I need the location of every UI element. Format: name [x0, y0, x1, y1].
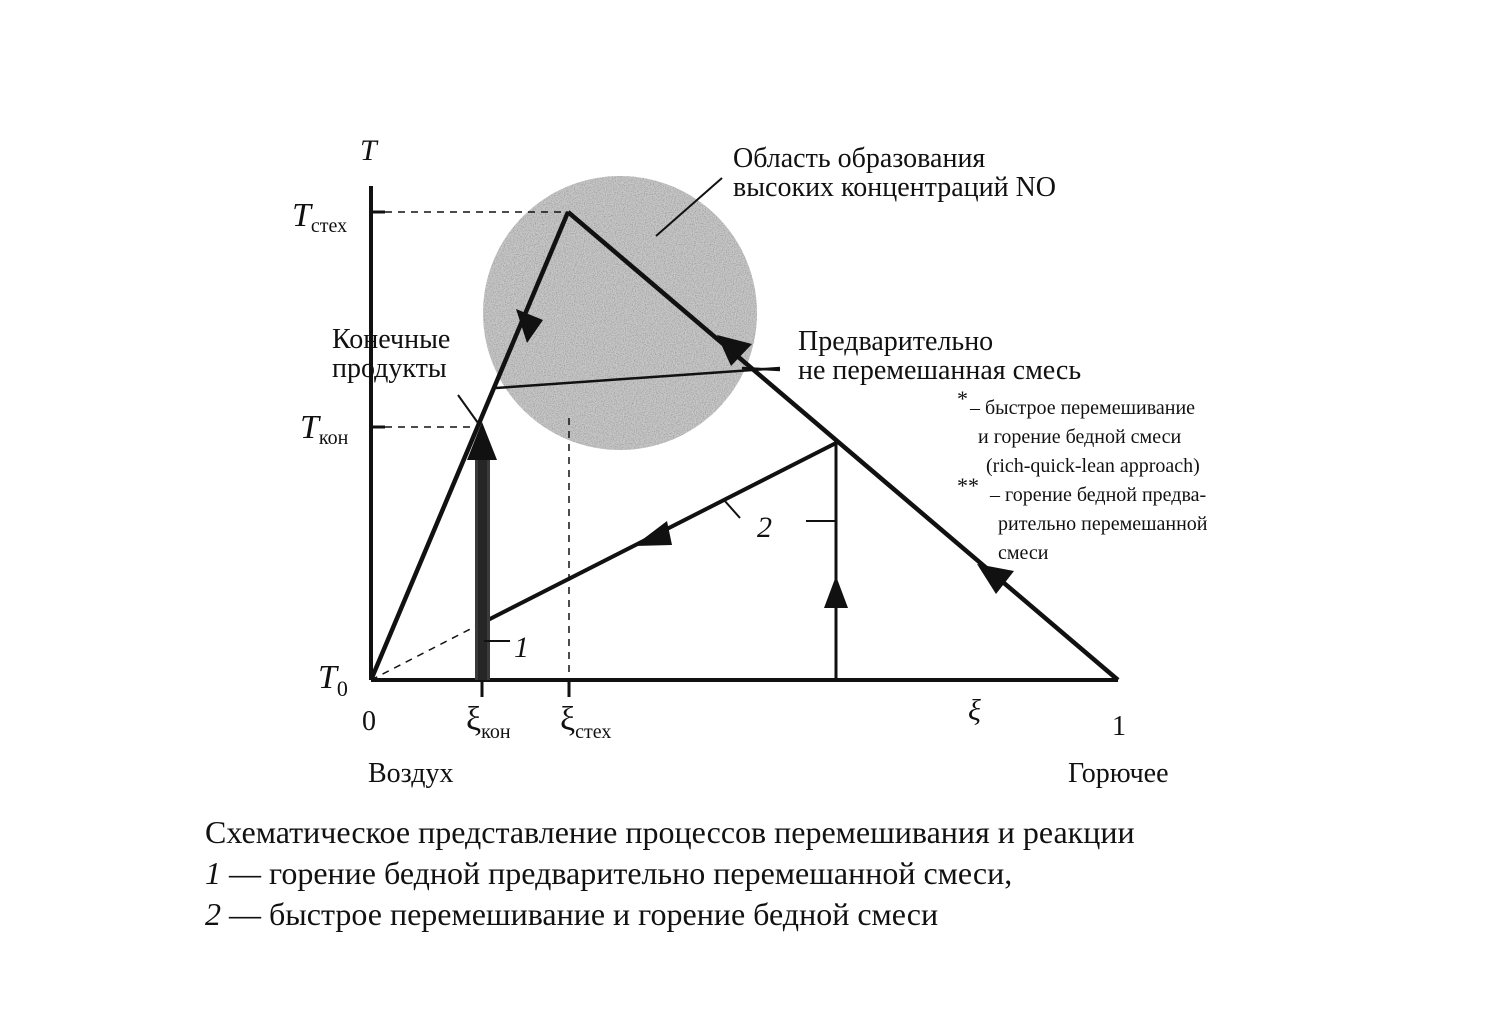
legend-star2-line3: смеси	[998, 542, 1049, 564]
xi-kon-label: $\xi_{кон}$	[466, 701, 511, 743]
legend-star2: **	[957, 473, 979, 498]
legend-star1-line1: – быстрое перемешивание	[970, 397, 1196, 419]
path1-label: 1	[514, 631, 529, 664]
legend	[957, 386, 1208, 564]
air-label: Воздух	[368, 758, 454, 789]
caption-line3	[205, 894, 1465, 935]
path2-label: 2	[757, 511, 772, 544]
caption-line2	[205, 853, 1465, 894]
caption-line2-num: 1	[205, 855, 221, 891]
arrow-path2-vertical	[824, 576, 848, 608]
legend-star2-line1: – горение бедной предва-	[990, 484, 1207, 506]
x-zero-label: 0	[362, 706, 376, 737]
no-region-label-line1: Область образования	[733, 143, 986, 174]
burned-line-left	[371, 212, 568, 680]
legend-star1: *	[957, 386, 968, 411]
nonpremixed-label-line1: Предварительно	[798, 326, 994, 357]
end-products-label-line2: продукты	[332, 353, 447, 384]
fuel-label: Горючее	[1068, 758, 1169, 789]
legend-star2-line2: рительно перемешанной	[998, 513, 1208, 535]
xi-stex-label: $\xi_{стех}$	[560, 701, 612, 743]
t-kon-label: Tкон	[300, 409, 349, 449]
y-axis-symbol: T	[360, 134, 377, 167]
caption-line3-text: — быстрое перемешивание и горение бедной смеси	[221, 896, 939, 932]
legend-star1-line2: и горение бедной смеси	[978, 426, 1182, 448]
figure-caption	[205, 812, 1465, 935]
caption-line2-text: — горение бедной предварительно перемешанной смеси,	[221, 855, 1013, 891]
path2-label-tick	[724, 500, 740, 518]
caption-line1: Схематическое представление процессов перемешивания и реакции	[205, 814, 1135, 850]
arrow-path2-mixing	[634, 521, 672, 546]
nonpremixed-label-line2: не перемешанная смесь	[798, 355, 1082, 386]
end-products-label-line1: Конечные	[332, 324, 451, 355]
caption-line3-num: 2	[205, 896, 221, 932]
x-axis-symbol: ξ	[968, 694, 981, 727]
no-region-label-line2: высоких концентраций NO	[733, 172, 1057, 203]
x-one-label: 1	[1112, 711, 1126, 742]
end-products-leader	[458, 395, 478, 423]
t-stex-label: Tстех	[292, 197, 348, 237]
legend-star1-line3: (rich-quick-lean approach)	[986, 455, 1200, 477]
t-0-label: $T_0$	[318, 659, 348, 701]
